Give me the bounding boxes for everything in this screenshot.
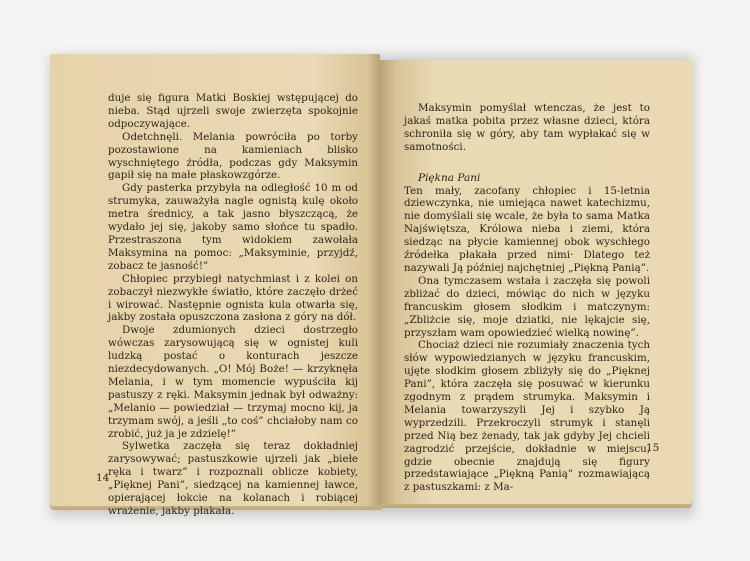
right-paragraph: Chociaż dzieci nie rozumiały znaczenia tych słów wypowiedzianych w języku francuskim, ujęte słodkim głosem zbliżyły się do „Pięknej Pani”, która zaczęła się posuwać w kierunku zgodnym z prądem strumyka. Maksymin i Melania towarzyszyli Jej i szybko Ją wyprzedzili. Przekroczyli strumyk i stanęli przed Nią bez żenady, tak jak gdyby Jej chcieli zagrodzić przejście, dokładnie w miejscu, gdzie obecnie znajdują się figury przedstawiające „Piękną Panią” rozmawiającą z pastuszkami: z Ma- [404,339,650,494]
right-page-number: 15 [646,442,660,454]
section-gap [404,154,650,172]
left-paragraph: duje się figura Matki Boskiej wstępującej do nieba. Stąd ujrzeli swoje zwierzęta spokojnie odpoczywające. [108,92,358,130]
left-paragraph: Sylwetka zaczęła się teraz dokładniej zarysowywać; pastuszkowie ujrzeli jak „biełe ręka i twarz” i rozpoznali oblicze kobiety, „Pięknej Pani”, siedzącej na kamiennej ławce, opierającej łokcie na kolanach i robiącej wrażenie, jakby płakała. [108,440,358,517]
right-page-text [404,102,650,494]
left-paragraph: Dwoje zdumionych dzieci dostrzegło wówczas zarysowującą się w ognistej kuli ludzką postać o konturach jeszcze niezdecydowanych. „O! Mój Boże! — krzyknęła Melania, i w tym momencie wypuściła kij pastuszy z ręki. Maksymin jednak był odważny: „Melanio — powiedział — trzymaj mocno kij, ja trzymam swój, a jeśli „to coś” chciałoby nam co zrobić, już ja je zdzielę!” [108,324,358,440]
right-paragraph: Ona tymczasem wstała i zaczęła się powoli zbliżać do dzieci, mówiąc do nich w języku francuskim głosem słodkim i matczynym: „Zbliżcie się, moje dziatki, nie lękajcie się, przyszłam wam opowiedzieć wielką nowinę”. [404,274,650,339]
section-heading: Piękna Pani [418,171,481,184]
right-paragraph: Ten mały, zacofany chłopiec i 15-letnia dziewczynka, nie umiejąca nawet katechizmu, nie domyślali się wcale, że była to sama Matka Najświętsza, Królowa nieba i ziemi, która siedząc na płycie kamiennej obok wyschłego źródełka płakała przed nimi· Dlatego też nazywali Ją później najchętniej „Piękną Panią”. [404,184,650,274]
left-paragraph: Gdy pasterka przybyła na odległość 10 m od strumyka, zauważyła nagle ognistą kulę około metra średnicy, a tak jasno błyszczącą, że wydało jej się, jakoby samo słońce tu spadło. Przestraszona tym widokiem zawołała Maksymina na pomoc: „Maksyminie, przyjdź, zobacz te jasność!” [108,182,358,272]
right-page [380,60,692,504]
right-intro-paragraph: Maksymin pomyślał wtenczas, że jest to jakaś matka pobita przez własne dzieci, która schroniła się w góry, aby tam wypłakać się w samotności. [404,102,650,153]
left-paragraph: Odetchnęli. Melania powróciła po torby pozostawione na kamieniach blisko wyschniętego źródła, podczas gdy Maksymin gapił się na małe płaskowzgórze. [108,130,358,182]
left-page [50,54,380,517]
left-paragraph: Chłopiec przybiegł natychmiast i z kolei on zobaczył niezwykłe światło, które zaczęło drżeć i wirować. Następnie ognista kula otwarła się, jakby została opuszczona zasłona z góry na dół. [108,272,358,324]
left-page-number: 14 [96,472,110,484]
left-page-text [108,92,358,518]
